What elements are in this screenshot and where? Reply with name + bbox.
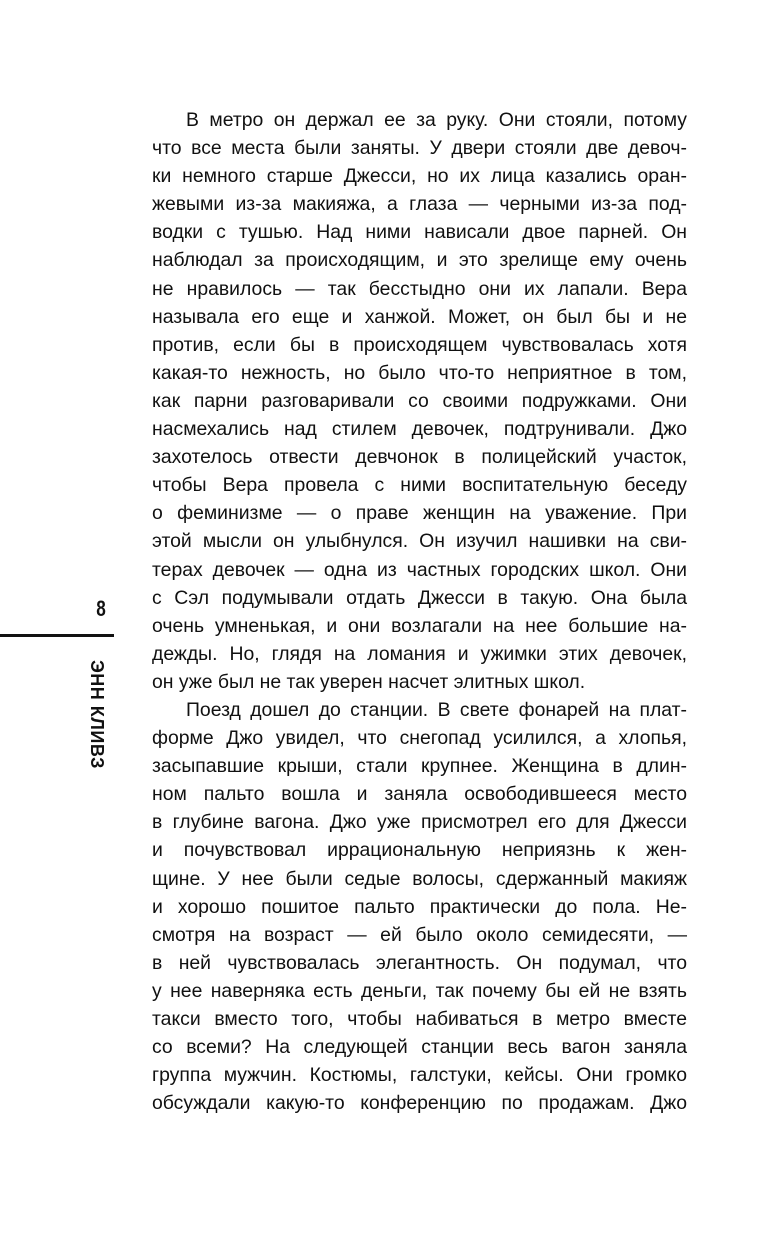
text-line: что все места были заняты. У двери стояли две девоч-: [152, 137, 687, 160]
text-line: форме Джо увидел, что снегопад усилился, а хлопья,: [152, 727, 687, 750]
text-line: и почувствовал иррациональную неприязнь к жен-: [152, 839, 687, 862]
text-line: у нее наверняка есть деньги, так почему бы ей не взять: [152, 979, 687, 1002]
text-line: насмехались над стилем девочек, подтрунивали. Джо: [152, 418, 687, 441]
text-line: смотря на возраст — ей было около семидесяти, —: [152, 923, 687, 946]
text-line: против, если бы в происходящем чувствовалась хотя: [152, 333, 687, 356]
text-line: о феминизме — о праве женщин на уважение. При: [152, 502, 687, 525]
page-number: 8: [96, 596, 106, 621]
text-line: наблюдал за происходящим, и это зрелище ему очень: [152, 249, 687, 272]
text-line: этой мысли он улыбнулся. Он изучил нашивки на сви-: [152, 530, 687, 553]
text-line: дежды. Но, глядя на ломания и ужимки этих девочек,: [152, 642, 687, 665]
text-line: не нравилось — так бесстыдно они их лапали. Вера: [152, 277, 687, 300]
text-line: Поезд дошел до станции. В свете фонарей на плат-: [186, 698, 687, 721]
text-line: очень умненькая, и они возлагали на нее большие на-: [152, 614, 687, 637]
text-line: ном пальто вошла и заняла освободившееся место: [152, 783, 687, 806]
text-line: обсуждали какую-то конференцию по продажам. Джо: [152, 1092, 687, 1115]
text-line: В метро он держал ее за руку. Они стояли, потому: [186, 109, 687, 131]
text-line: группа мужчин. Костюмы, галстуки, кейсы. Они громко: [152, 1064, 687, 1087]
text-line: захотелось отвести девчонок в полицейский участок,: [152, 446, 687, 469]
text-line: в ней чувствовалась элегантность. Он подумал, что: [152, 951, 687, 974]
margin-rule: [0, 634, 114, 637]
text-line: терах девочек — одна из частных городских школ. Они: [152, 558, 687, 581]
running-header-author: ЭНН КЛИВЗ: [87, 660, 107, 769]
text-line: ки немного старше Джесси, но их лица казались оран-: [152, 165, 687, 188]
text-line: чтобы Вера провела с ними воспитательную беседу: [152, 474, 687, 497]
paragraph-1: [152, 106, 687, 696]
text-line: какая-то нежность, но было что-то неприятное в том,: [152, 361, 687, 384]
text-line: в глубине вагона. Джо уже присмотрел его для Джесси: [152, 811, 687, 834]
text-line: с Сэл подумывали отдать Джесси в такую. Она была: [152, 586, 687, 609]
text-line-last: он уже был не так уверен насчет элитных школ.: [152, 670, 586, 693]
text-line: и хорошо пошитое пальто практически до пола. Не-: [152, 895, 687, 918]
text-line: со всеми? На следующей станции весь вагон заняла: [152, 1036, 687, 1059]
text-line: как парни разговаривали со своими подружками. Они: [152, 389, 687, 412]
text-line: такси вместо того, чтобы набиваться в метро вместе: [152, 1008, 687, 1030]
text-line: называла его еще и ханжой. Может, он был бы и не: [152, 305, 687, 328]
text-line: засыпавшие крыши, стали крупнее. Женщина в длин-: [152, 755, 687, 778]
paragraph-2: [152, 696, 687, 1117]
text-line: водки с тушью. Над ними нависали двое парней. Он: [152, 221, 687, 244]
body-text: [152, 106, 687, 1117]
text-line: щине. У нее были седые волосы, сдержанный макияж: [152, 867, 687, 890]
text-line: жевыми из-за макияжа, а глаза — черными из-за под-: [152, 193, 687, 216]
